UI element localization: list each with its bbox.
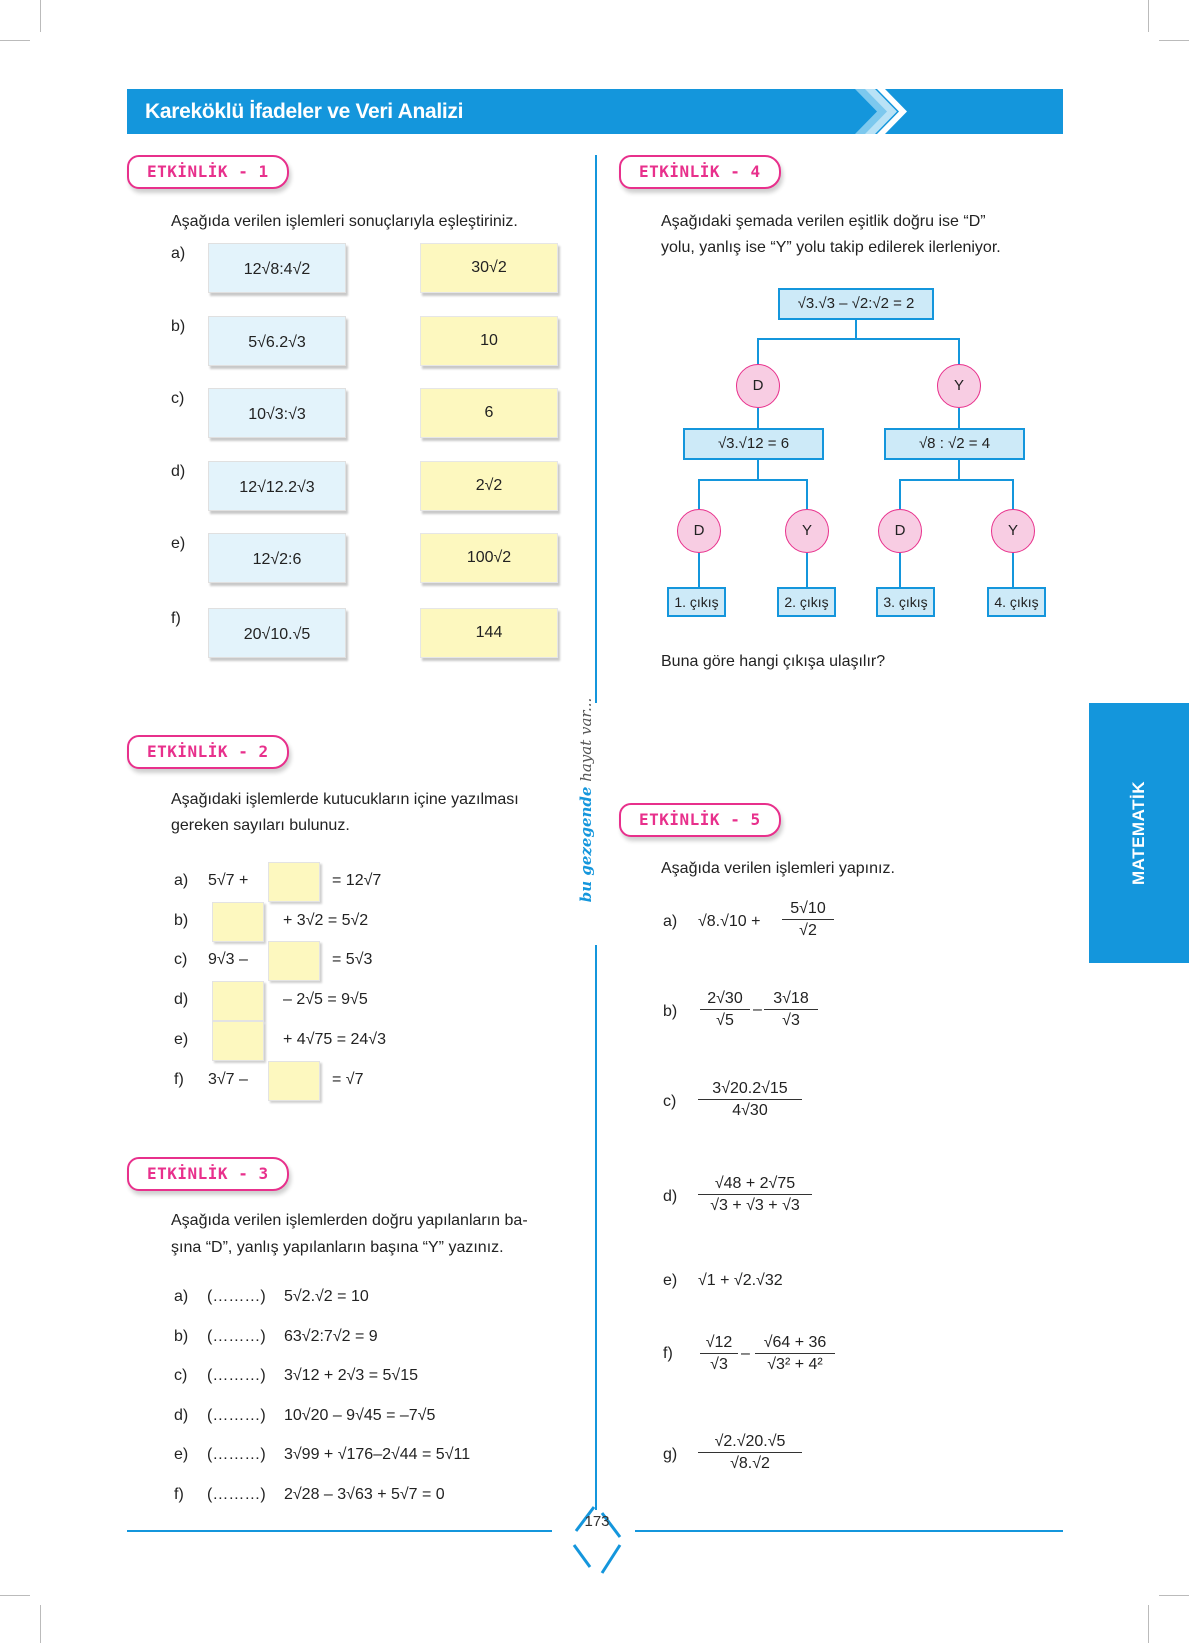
e5-g-fraction bbox=[698, 1431, 802, 1474]
exit-3-box: 3. çıkış bbox=[876, 587, 935, 617]
e1-result-box[interactable]: 2√2 bbox=[420, 461, 558, 511]
numerator: √12 bbox=[700, 1332, 738, 1354]
e5-label-e: e) bbox=[663, 1272, 678, 1289]
page-number: 173 bbox=[584, 1513, 610, 1530]
double-chevron-icon bbox=[855, 89, 925, 134]
e3-item-label: d) bbox=[174, 1407, 189, 1424]
connector-line bbox=[806, 479, 808, 509]
e3-expression: 63√2:7√2 = 9 bbox=[284, 1328, 378, 1345]
e1-expression-box[interactable]: 12√8:4√2 bbox=[208, 243, 346, 293]
etkinlik3-instruction-line1: Aşağıda verilen işlemlerden doğru yapılanların ba- bbox=[171, 1212, 528, 1229]
e2-item-label: d) bbox=[174, 991, 189, 1008]
e1-item-label: b) bbox=[171, 318, 186, 335]
leaf-y-circle: Y bbox=[991, 509, 1035, 553]
branch-d-circle: D bbox=[736, 364, 780, 408]
denominator: √3 + √3 + √3 bbox=[710, 1197, 800, 1214]
etkinlik2-tag: ETKİNLİK - 2 bbox=[127, 735, 289, 769]
e3-expression: 5√2.√2 = 10 bbox=[284, 1288, 369, 1305]
e1-result-box[interactable]: 6 bbox=[420, 388, 558, 438]
footer-rule-left bbox=[127, 1530, 552, 1532]
e2-answer-box[interactable] bbox=[212, 981, 264, 1021]
e5-f-fraction1 bbox=[700, 1332, 738, 1375]
diagram-right-node: √8 : √2 = 4 bbox=[884, 428, 1025, 460]
e1-result-box[interactable]: 10 bbox=[420, 316, 558, 366]
e2-item-label: a) bbox=[174, 872, 189, 889]
etkinlik3-instruction-line2: şına “D”, yanlış yapılanların başına “Y” yazınız. bbox=[171, 1239, 504, 1256]
subject-side-tab bbox=[1089, 703, 1189, 963]
e5-b-fraction2 bbox=[764, 988, 818, 1031]
denominator: √3² + 4² bbox=[767, 1356, 823, 1373]
subject-label: MATEMATİK bbox=[1129, 781, 1148, 885]
e5-label-f: f) bbox=[663, 1345, 673, 1362]
connector-line bbox=[958, 408, 960, 428]
etkinlik3-tag: ETKİNLİK - 3 bbox=[127, 1157, 289, 1191]
side-slogan bbox=[577, 698, 595, 903]
diagram-root-node: √3.√3 – √2:√2 = 2 bbox=[778, 288, 934, 320]
e1-expression-box[interactable]: 12√2:6 bbox=[208, 533, 346, 583]
e1-expression-box[interactable]: 5√6.2√3 bbox=[208, 316, 346, 366]
diagram-left-node: √3.√12 = 6 bbox=[683, 428, 824, 460]
e5-f-fraction2 bbox=[755, 1332, 835, 1375]
connector-line bbox=[855, 318, 857, 339]
connector-line bbox=[757, 338, 959, 340]
numerator: 3√20.2√15 bbox=[698, 1078, 802, 1100]
etkinlik4-question: Buna göre hangi çıkışa ulaşılır? bbox=[661, 653, 886, 670]
slogan-part1: bu gezegende bbox=[577, 786, 595, 903]
e2-answer-box[interactable] bbox=[212, 902, 264, 942]
e2-item-label: c) bbox=[174, 951, 188, 968]
exit-2-box: 2. çıkış bbox=[777, 587, 836, 617]
e2-item-label: f) bbox=[174, 1071, 184, 1088]
e5-label-d: d) bbox=[663, 1188, 678, 1205]
column-divider bbox=[595, 945, 597, 1510]
denominator: √5 bbox=[716, 1012, 734, 1029]
connector-line bbox=[698, 479, 700, 509]
e1-item-label: a) bbox=[171, 245, 186, 262]
etkinlik2-instruction-line2: gereken sayıları bulunuz. bbox=[171, 817, 350, 834]
connector-line bbox=[958, 458, 960, 480]
slogan-part2: hayat var... bbox=[577, 697, 595, 787]
chapter-title: Kareköklü İfadeler ve Veri Analizi bbox=[145, 100, 464, 123]
e2-after-expr: = 12√7 bbox=[332, 872, 382, 889]
etkinlik5-tag: ETKİNLİK - 5 bbox=[619, 803, 781, 837]
numerator: 2√30 bbox=[700, 988, 750, 1010]
connector-line bbox=[757, 408, 759, 428]
e3-item-label: c) bbox=[174, 1367, 188, 1384]
e3-item-label: a) bbox=[174, 1288, 189, 1305]
etkinlik1-instruction: Aşağıda verilen işlemleri sonuçlarıyla eşleştiriniz. bbox=[171, 213, 518, 230]
e1-item-label: c) bbox=[171, 390, 185, 407]
e3-answer-blank[interactable]: (………) bbox=[207, 1446, 266, 1463]
etkinlik4-instruction-line2: yolu, yanlış ise “Y” yolu takip edilerek ilerleniyor. bbox=[661, 239, 1001, 256]
leaf-d-circle: D bbox=[677, 509, 721, 553]
e5-label-g: g) bbox=[663, 1446, 678, 1463]
e3-expression: 3√12 + 2√3 = 5√15 bbox=[284, 1367, 418, 1384]
crop-mark bbox=[1148, 1605, 1149, 1643]
numerator: 5√10 bbox=[782, 898, 834, 920]
e1-item-label: f) bbox=[171, 610, 181, 627]
etkinlik2-instruction-line1: Aşağıdaki işlemlerde kutucukların içine yazılması bbox=[171, 791, 519, 808]
e5-d-fraction bbox=[698, 1173, 812, 1216]
e2-item-label: e) bbox=[174, 1031, 189, 1048]
e5-c-fraction bbox=[698, 1078, 802, 1121]
e2-answer-box[interactable] bbox=[268, 862, 320, 902]
e2-before-expr: 9√3 – bbox=[208, 951, 248, 968]
crop-mark bbox=[40, 1605, 41, 1643]
connector-line bbox=[1012, 553, 1014, 587]
e1-result-box[interactable]: 144 bbox=[420, 608, 558, 658]
footer-rule-right bbox=[635, 1530, 1063, 1532]
exit-4-box: 4. çıkış bbox=[987, 587, 1046, 617]
e3-answer-blank[interactable]: (………) bbox=[207, 1328, 266, 1345]
numerator: √48 + 2√75 bbox=[698, 1173, 812, 1195]
connector-line bbox=[958, 338, 960, 364]
crop-mark bbox=[1148, 0, 1149, 32]
e2-after-expr: + 4√75 = 24√3 bbox=[283, 1031, 386, 1048]
connector-line bbox=[698, 479, 807, 481]
numerator: √2.√20.√5 bbox=[698, 1431, 802, 1453]
e5-a-prefix: √8.√10 + bbox=[698, 913, 761, 930]
connector-line bbox=[698, 553, 700, 587]
branch-y-circle: Y bbox=[937, 364, 981, 408]
e3-expression: 10√20 – 9√45 = –7√5 bbox=[284, 1407, 436, 1424]
etkinlik5-instruction: Aşağıda verilen işlemleri yapınız. bbox=[661, 860, 895, 877]
e3-answer-blank[interactable]: (………) bbox=[207, 1407, 266, 1424]
connector-line bbox=[1012, 479, 1014, 509]
denominator: √8.√2 bbox=[730, 1455, 770, 1472]
e2-before-expr: 3√7 – bbox=[208, 1071, 248, 1088]
connector-line bbox=[899, 479, 1014, 481]
e3-answer-blank[interactable]: (………) bbox=[207, 1288, 266, 1305]
connector-line bbox=[899, 553, 901, 587]
leaf-d-circle: D bbox=[878, 509, 922, 553]
chapter-header bbox=[127, 89, 1063, 134]
e5-label-b: b) bbox=[663, 1003, 678, 1020]
e3-item-label: e) bbox=[174, 1446, 189, 1463]
e1-result-box[interactable]: 30√2 bbox=[420, 243, 558, 293]
crop-mark bbox=[0, 1595, 30, 1596]
e5-b-fraction1 bbox=[700, 988, 750, 1031]
e2-before-expr: 5√7 + bbox=[208, 872, 249, 889]
e2-item-label: b) bbox=[174, 912, 189, 929]
e2-after-expr: + 3√2 = 5√2 bbox=[283, 912, 369, 929]
connector-line bbox=[757, 338, 759, 364]
e1-item-label: e) bbox=[171, 535, 186, 552]
numerator: √64 + 36 bbox=[755, 1332, 835, 1354]
e3-answer-blank[interactable]: (………) bbox=[207, 1486, 266, 1503]
e5-label-c: c) bbox=[663, 1093, 677, 1110]
e5-b-operator: – bbox=[753, 1001, 762, 1018]
e5-e-expr: √1 + √2.√32 bbox=[698, 1272, 783, 1289]
denominator: √3 bbox=[782, 1012, 800, 1029]
etkinlik4-instruction-line1: Aşağıdaki şemada verilen eşitlik doğru ise “D” bbox=[661, 213, 986, 230]
exit-1-box: 1. çıkış bbox=[667, 587, 726, 617]
e2-after-expr: = √7 bbox=[332, 1071, 364, 1088]
crop-mark bbox=[1159, 1595, 1189, 1596]
etkinlik4-tag: ETKİNLİK - 4 bbox=[619, 155, 781, 189]
e3-expression: 2√28 – 3√63 + 5√7 = 0 bbox=[284, 1486, 445, 1503]
etkinlik1-tag: ETKİNLİK - 1 bbox=[127, 155, 289, 189]
leaf-y-circle: Y bbox=[785, 509, 829, 553]
connector-line bbox=[806, 553, 808, 587]
denominator: 4√30 bbox=[732, 1102, 768, 1119]
column-divider bbox=[595, 155, 597, 703]
e5-f-operator: – bbox=[741, 1345, 750, 1362]
e1-expression-box[interactable]: 20√10.√5 bbox=[208, 608, 346, 658]
e2-answer-box[interactable] bbox=[212, 1021, 264, 1061]
e1-expression-box[interactable]: 10√3:√3 bbox=[208, 388, 346, 438]
e2-after-expr: – 2√5 = 9√5 bbox=[283, 991, 368, 1008]
e2-answer-box[interactable] bbox=[268, 941, 320, 981]
e1-item-label: d) bbox=[171, 463, 186, 480]
e5-label-a: a) bbox=[663, 913, 678, 930]
denominator: √3 bbox=[710, 1356, 728, 1373]
e3-item-label: f) bbox=[174, 1486, 184, 1503]
e3-answer-blank[interactable]: (………) bbox=[207, 1367, 266, 1384]
e5-a-fraction bbox=[782, 898, 834, 941]
e1-result-box[interactable]: 100√2 bbox=[420, 533, 558, 583]
e3-expression: 3√99 + √176–2√44 = 5√11 bbox=[284, 1446, 471, 1463]
denominator: √2 bbox=[799, 922, 817, 939]
e2-answer-box[interactable] bbox=[268, 1061, 320, 1101]
crop-mark bbox=[0, 40, 30, 41]
crop-mark bbox=[1159, 40, 1189, 41]
connector-line bbox=[757, 458, 759, 480]
e3-item-label: b) bbox=[174, 1328, 189, 1345]
numerator: 3√18 bbox=[764, 988, 818, 1010]
connector-line bbox=[899, 479, 901, 509]
e2-after-expr: = 5√3 bbox=[332, 951, 373, 968]
crop-mark bbox=[40, 0, 41, 32]
e1-expression-box[interactable]: 12√12.2√3 bbox=[208, 461, 346, 511]
